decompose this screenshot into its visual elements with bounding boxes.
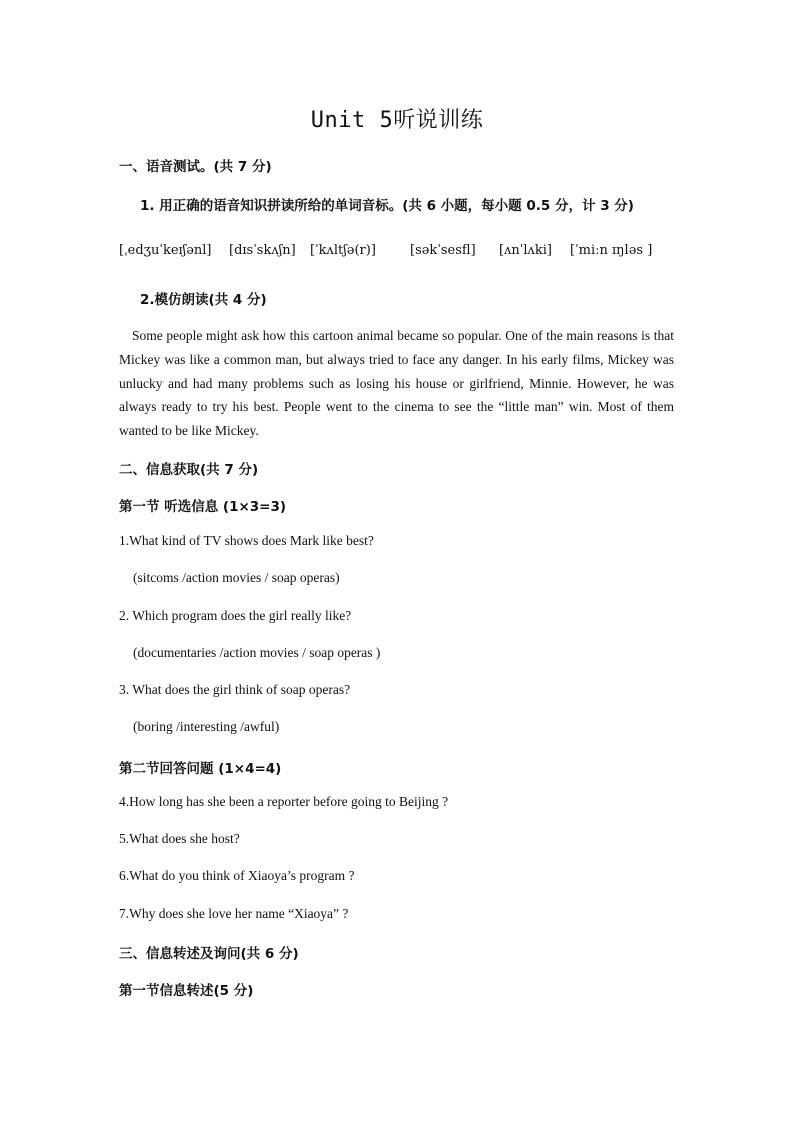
- page-title: Unit 5听说训练: [310, 108, 484, 133]
- question-5: 5.What does she host?: [119, 831, 240, 846]
- question-4: 4.How long has she been a reporter before going to Beijing ?: [119, 794, 449, 809]
- phonetic-3: [ˈkʌltʃə(r)]: [310, 243, 376, 258]
- reading-passage: Some people might ask how this cartoon animal became so popular. One of the main reasons is that Mickey was like a common man, but always tried to face any danger. In his early films, Mickey was unlucky and had many problems such as losing his house or girlfriend, Minnie. However, he was always ready to try his best. People went to the cinema to see the “little man” win. Most of them wanted to be like Mickey.: [119, 328, 674, 439]
- phonetics-row: [119, 243, 679, 261]
- part2-heading: 二、信息获取(共 7 分): [119, 462, 259, 478]
- question-1-options: (sitcoms /action movies / soap operas): [133, 570, 340, 585]
- question-6: 6.What do you think of Xiaoya’s program ?: [119, 868, 355, 883]
- part2-section2-heading: 第二节回答问题 (1×4=4): [119, 761, 282, 777]
- phonetic-6: [ˈmiːn ɪŋləs ]: [570, 243, 653, 258]
- phonetic-5: [ʌnˈlʌki]: [499, 243, 552, 258]
- part3-heading: 三、信息转述及询问(共 6 分): [119, 946, 299, 962]
- part1-q1-heading: 1. 用正确的语音知识拼读所给的单词音标。(共 6 小题，每小题 0.5 分，计 3 分): [140, 198, 634, 214]
- question-2-options: (documentaries /action movies / soap operas ): [133, 645, 381, 660]
- question-7: 7.Why does she love her name “Xiaoya” ?: [119, 906, 349, 921]
- question-3-options: (boring /interesting /awful): [133, 719, 280, 734]
- question-2: 2. Which program does the girl really like?: [119, 608, 352, 623]
- part2-section1-heading: 第一节 听选信息 (1×3=3): [119, 499, 287, 515]
- part1-heading: 一、语音测试。(共 7 分): [119, 159, 272, 175]
- phonetic-4: [səkˈsesfl]: [410, 243, 476, 258]
- question-1: 1.What kind of TV shows does Mark like best?: [119, 533, 374, 548]
- phonetic-2: [dɪsˈskʌʃn]: [229, 243, 296, 258]
- part1-q2-heading: 2.模仿朗读(共 4 分): [140, 292, 267, 308]
- question-3: 3. What does the girl think of soap operas?: [119, 682, 351, 697]
- part3-section1-heading: 第一节信息转述(5 分): [119, 983, 254, 999]
- phonetic-1: [ˌedʒuˈkeɪʃənl]: [119, 243, 212, 258]
